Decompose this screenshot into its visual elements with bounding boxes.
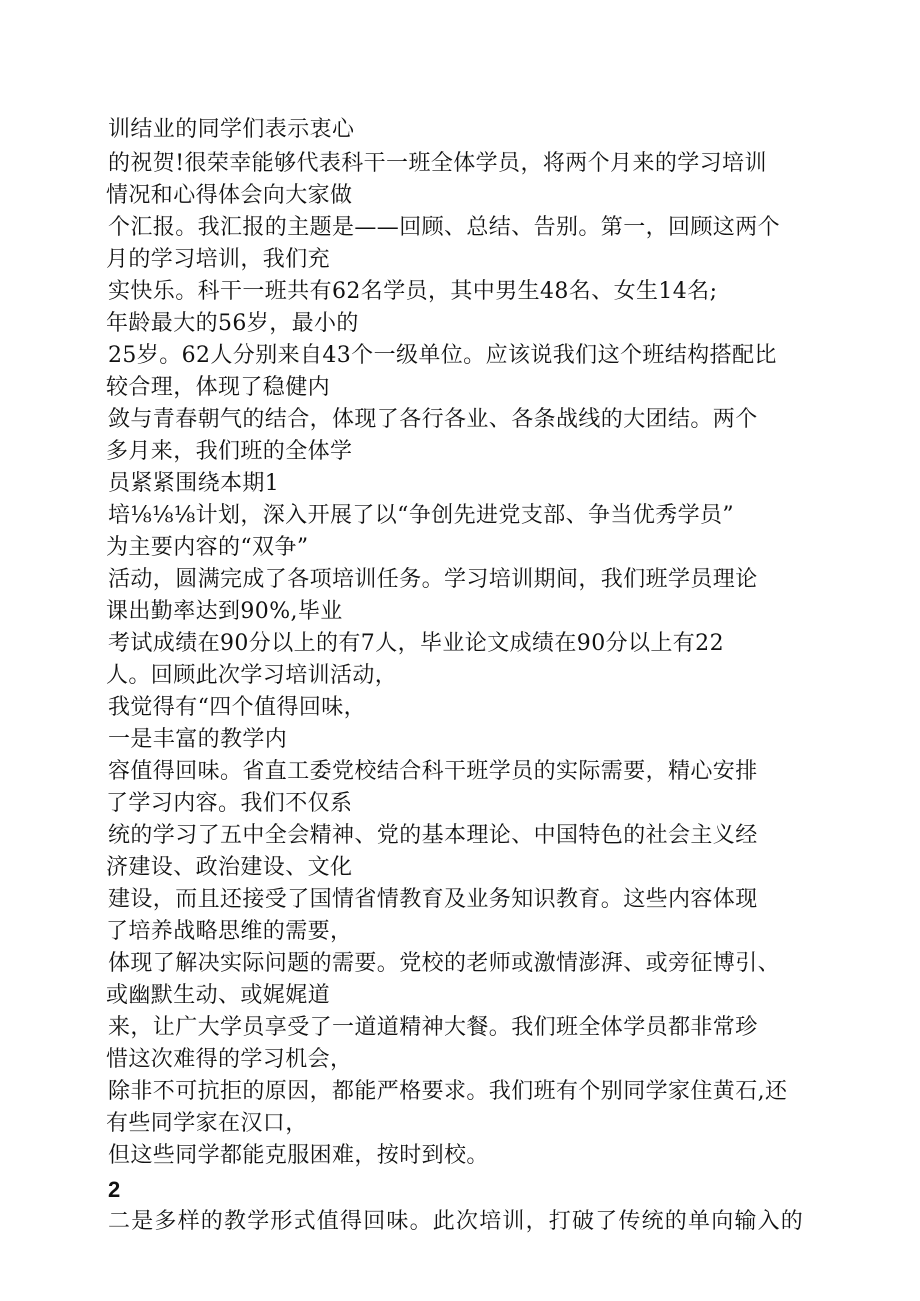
text-line: 年龄最大的56岁，最小的 xyxy=(106,311,359,336)
text-line: 一是丰富的教学内 xyxy=(108,727,288,752)
text-line: 除非不可抗拒的原因，都能严格要求。我们班有个别同学家住黄石,还 xyxy=(108,1079,788,1104)
text-line: 培⅛⅛⅛计划，深入开展了以“争创先进党支部、争当优秀学员” xyxy=(108,503,735,528)
text-line: 员紧紧围绕本期1 xyxy=(108,471,280,496)
text-line: 课出勤率达到90%,毕业 xyxy=(106,599,343,624)
text-line: 个汇报。我汇报的主题是——回顾、总结、告别。第一，回顾这两个 xyxy=(108,215,781,240)
text-line: 了学习内容。我们不仅系 xyxy=(106,791,353,816)
text-line: 体现了解决实际问题的需要。党校的老师或激情澎湃、或旁征博引、 xyxy=(108,951,781,976)
text-line: 建设，而且还接受了国情省情教育及业务知识教育。这些内容体现 xyxy=(108,887,758,912)
text-line: 二是多样的教学形式值得回味。此次培训，打破了传统的单向输入的 xyxy=(108,1209,805,1234)
text-line: 25岁。62人分别来自43个一级单位。应该说我们这个班结构搭配比 xyxy=(108,343,777,368)
text-line: 情况和心得体会向大家做 xyxy=(106,183,353,208)
text-line: 济建设、政治建设、文化 xyxy=(106,855,353,880)
text-line: 人。回顾此次学习培训活动， xyxy=(106,663,398,688)
text-line: 惜这次难得的学习机会， xyxy=(106,1047,353,1072)
text-line: 了培养战略思维的需要， xyxy=(106,919,353,944)
text-line: 来，让广大学员享受了一道道精神大餐。我们班全体学员都非常珍 xyxy=(108,1015,758,1040)
text-line: 实快乐。科干一班共有62名学员，其中男生48名、女生14名; xyxy=(108,279,718,304)
text-line: 我觉得有“四个值得回味， xyxy=(108,695,367,720)
text-line: 的祝贺!很荣幸能够代表科干一班全体学员，将两个月来的学习培训 xyxy=(108,151,767,176)
text-line: 容值得回味。省直工委党校结合科干班学员的实际需要，精心安排 xyxy=(108,759,758,784)
text-line: 有些同学家在汉口， xyxy=(106,1111,308,1136)
text-line: 但这些同学都能克服困难，按时到校。 xyxy=(108,1143,489,1168)
page-number: 2 xyxy=(108,1177,121,1202)
text-line: 或幽默生动、或娓娓道 xyxy=(106,983,331,1008)
text-line: 活动，圆满完成了各项培训任务。学习培训期间，我们班学员理论 xyxy=(108,567,758,592)
text-line: 敛与青春朝气的结合，体现了各行各业、各条战线的大团结。两个 xyxy=(108,407,758,432)
text-line: 为主要内容的“双争” xyxy=(106,535,309,560)
text-line: 统的学习了五中全会精神、党的基本理论、中国特色的社会主义经 xyxy=(108,823,758,848)
text-line: 多月来，我们班的全体学 xyxy=(106,439,353,464)
text-line: 月的学习培训，我们充 xyxy=(106,247,331,272)
text-line: 较合理，体现了稳健内 xyxy=(106,375,331,400)
text-line: 训结业的同学们表示衷心 xyxy=(108,117,355,142)
text-line: 考试成绩在90分以上的有7人，毕业论文成绩在90分以上有22 xyxy=(108,631,724,656)
